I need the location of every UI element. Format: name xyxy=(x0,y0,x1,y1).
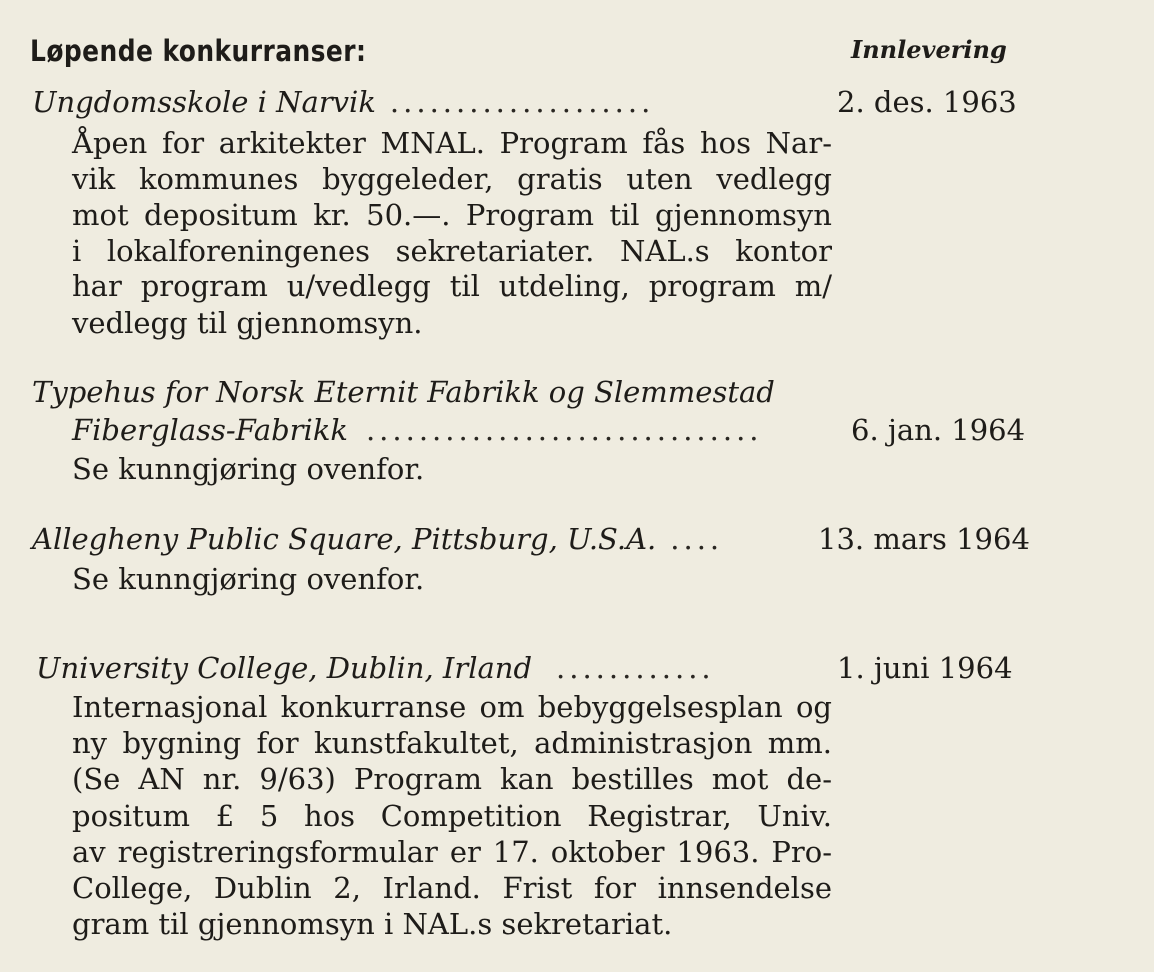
entry-body-line: vedlegg til gjennomsyn. xyxy=(72,306,423,340)
entry-title: University College, Dublin, Irland xyxy=(36,651,533,685)
entry-title-row xyxy=(32,522,827,556)
entry-body-line: mot depositum kr. 50.—. Program til gjennomsyn xyxy=(72,198,832,232)
entry-deadline: 13. mars 1964 xyxy=(818,522,1030,556)
entry-title: Allegheny Public Square, Pittsburg, U.S.A. xyxy=(32,522,657,556)
entry-title-row xyxy=(32,85,827,119)
entry-title: Typehus for Norsk Eternit Fabrikk og Slemmestad xyxy=(32,375,775,409)
column-header-submission: Innlevering xyxy=(851,35,1007,64)
entry-body-line: av registreringsformular er 17. oktober 1963. Pro- xyxy=(72,835,832,869)
dot-leader: .............................. xyxy=(365,416,763,445)
entry-body-line: College, Dublin 2, Irland. Frist for innsendelse xyxy=(72,871,832,905)
entry-body-line: Internasjonal konkurranse om bebyggelsesplan og xyxy=(72,690,832,724)
entry-deadline: 6. jan. 1964 xyxy=(851,413,1026,447)
entry-body-line: i lokalforeningenes sekretariater. NAL.s kontor xyxy=(72,234,832,268)
dot-leader: .... xyxy=(670,525,724,554)
entry-deadline: 1. juni 1964 xyxy=(837,651,1013,685)
entry-body-line: gram til gjennomsyn i NAL.s sekretariat. xyxy=(72,907,673,941)
entry-body-line: positum £ 5 hos Competition Registrar, Univ. xyxy=(72,799,832,833)
dot-leader: .................... xyxy=(389,88,655,117)
entry-deadline: 2. des. 1963 xyxy=(837,85,1017,119)
entry-body-line: har program u/vedlegg til utdeling, program m/ xyxy=(72,269,832,303)
entry-title-continued: Fiberglass-Fabrikk xyxy=(72,413,348,447)
entry-title-row xyxy=(36,651,827,685)
entry-body-line: vik kommunes byggeleder, gratis uten vedlegg xyxy=(72,162,832,196)
dot-leader: ............ xyxy=(556,654,715,683)
entry-body-line: (Se AN nr. 9/63) Program kan bestilles mot de- xyxy=(72,762,832,796)
entry-body-line: Åpen for arkitekter MNAL. Program fås hos Nar- xyxy=(72,126,832,160)
entry-body-line: ny bygning for kunstfakultet, administrasjon mm. xyxy=(72,726,832,760)
entry-title-row xyxy=(72,413,827,447)
entry-title: Ungdomsskole i Narvik xyxy=(32,85,376,119)
entry-body-line: Se kunngjøring ovenfor. xyxy=(72,452,425,486)
section-heading: Løpende konkurranser: xyxy=(30,34,367,68)
entry-body-line: Se kunngjøring ovenfor. xyxy=(72,562,425,596)
